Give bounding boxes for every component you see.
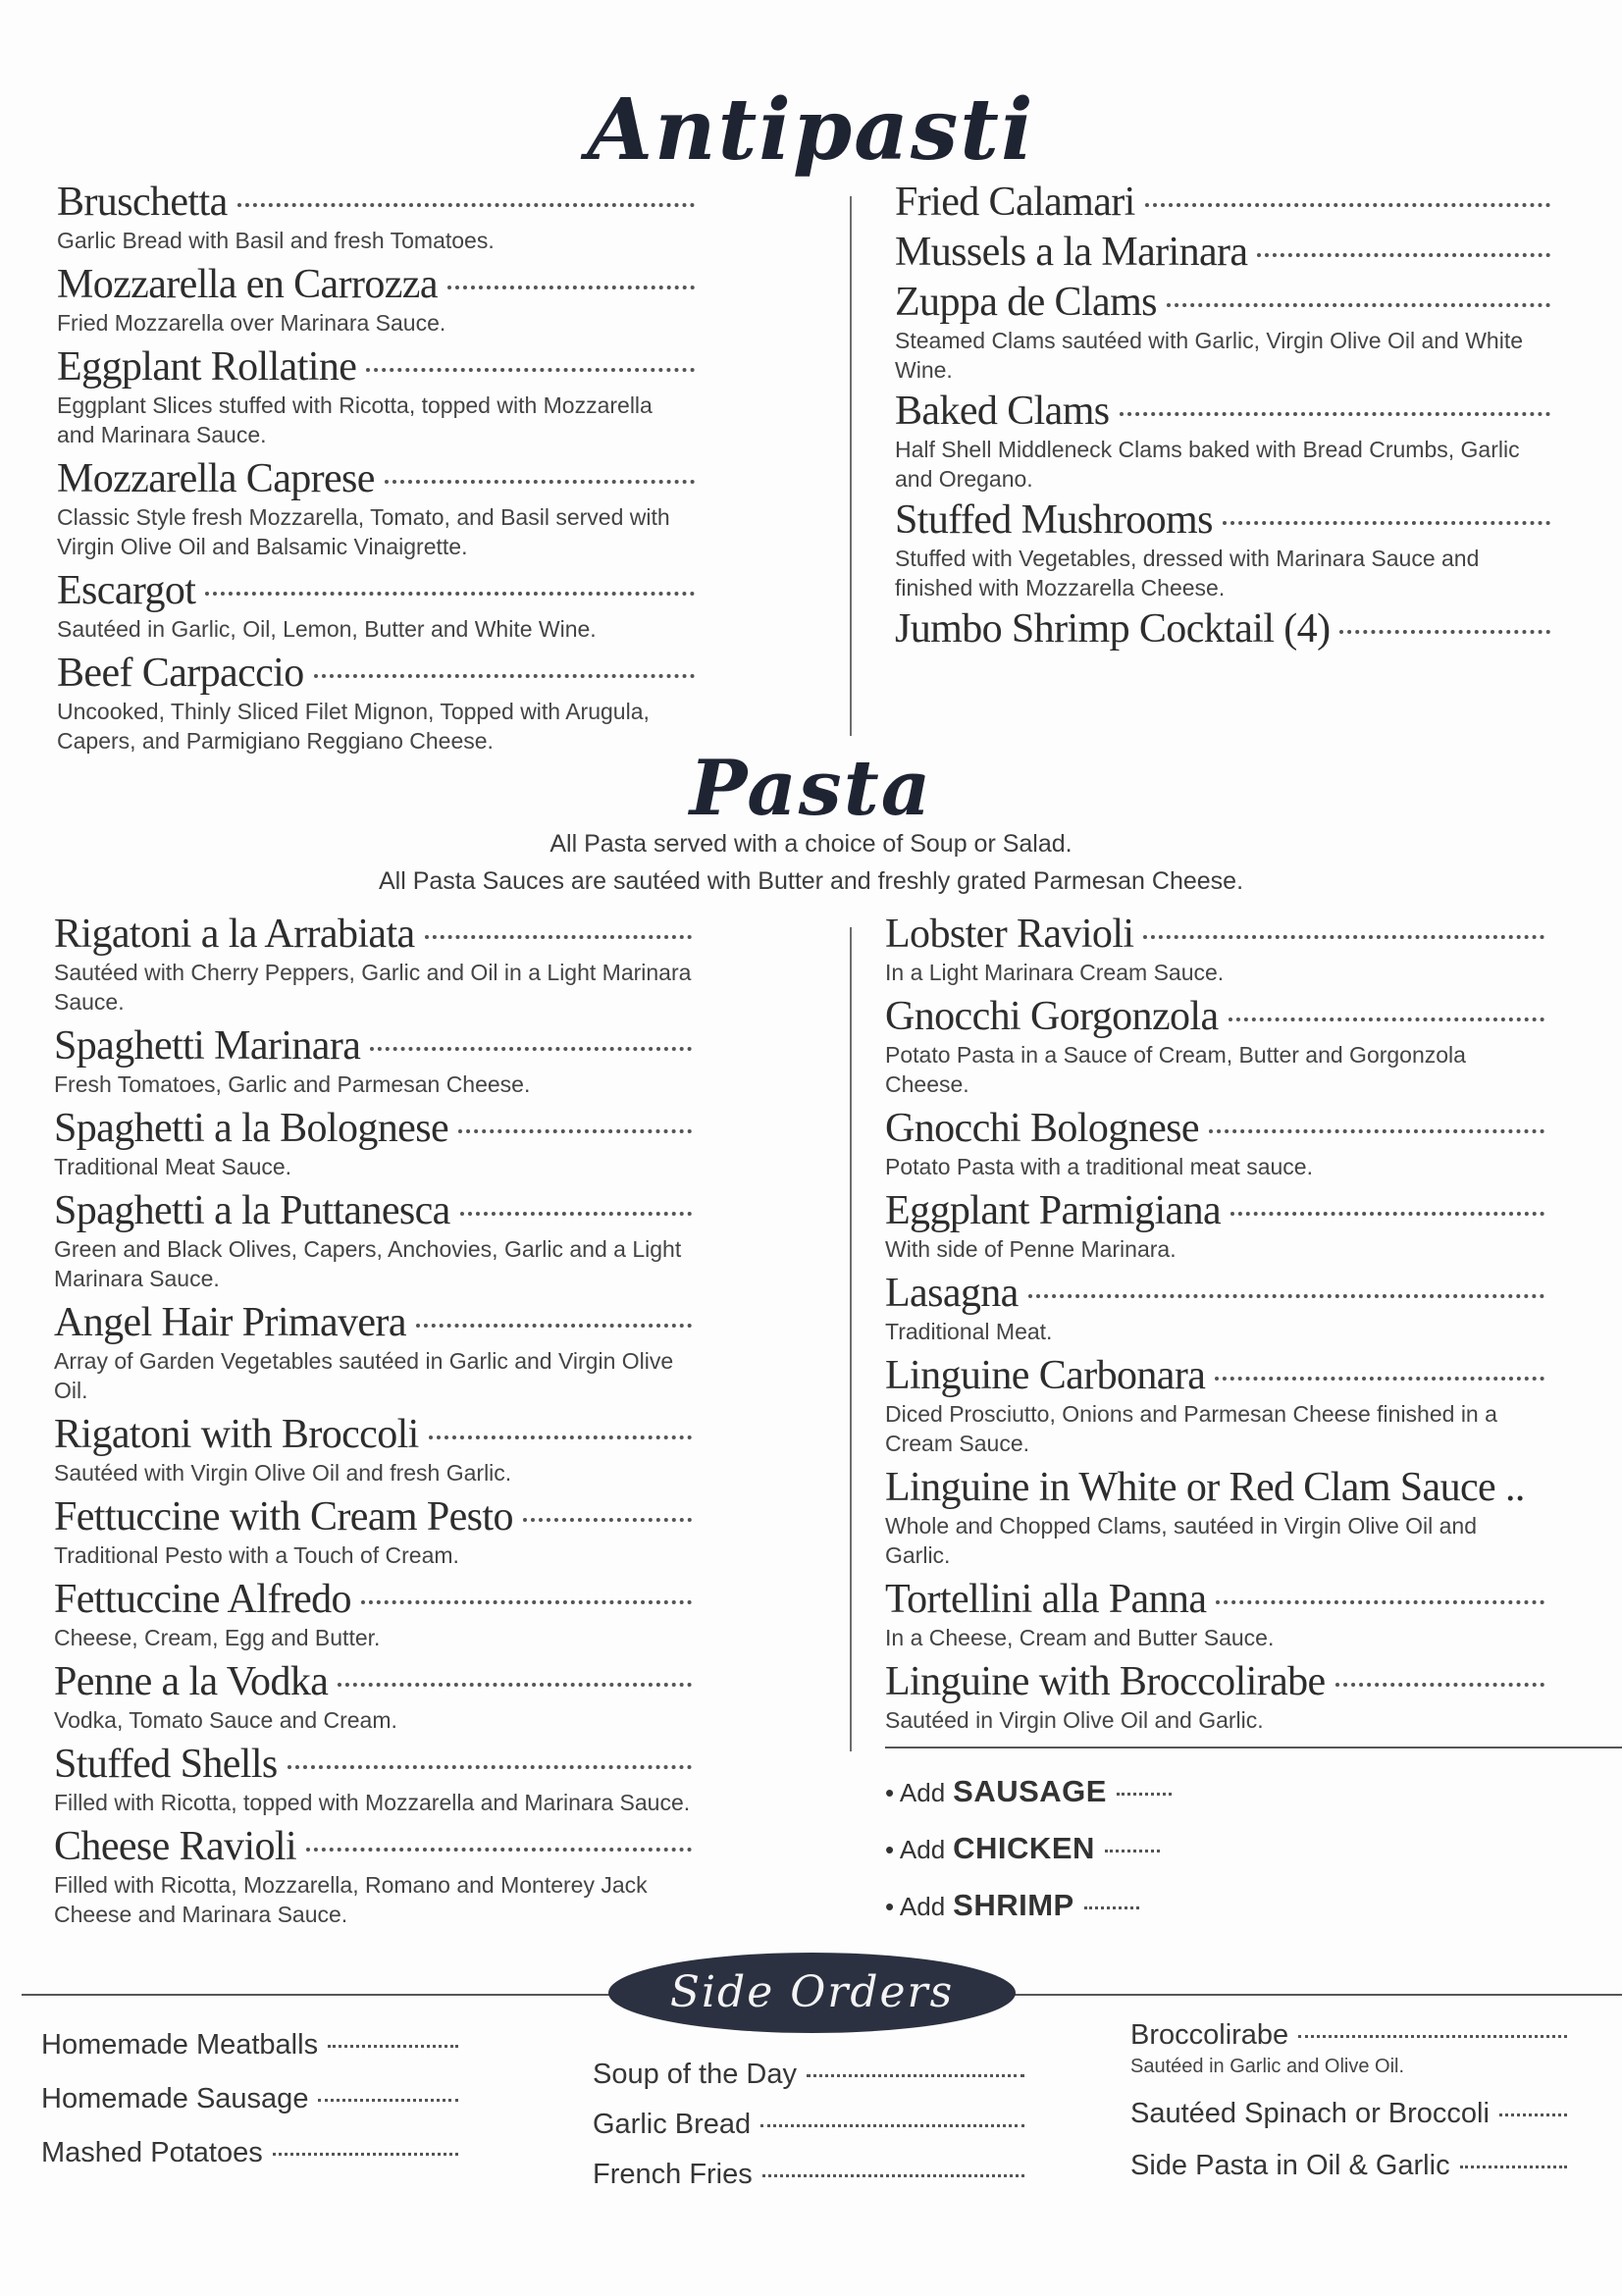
side-orders-col-3	[1130, 2019, 1567, 2182]
menu-item-description: Traditional Meat Sauce.	[54, 1154, 292, 1179]
dot-leader	[760, 2124, 1024, 2127]
menu-item	[54, 1411, 692, 1487]
dot-leader	[1084, 1906, 1139, 1909]
dot-leader	[1216, 1600, 1544, 1604]
menu-item-description: Whole and Chopped Clams, sautéed in Virgin Olive Oil and Garlic.	[885, 1513, 1478, 1568]
menu-item-description: Garlic Bread with Basil and fresh Tomatoes.	[57, 228, 495, 253]
antipasti-left-column	[57, 179, 695, 756]
menu-item-name: Gnocchi Gorgonzola	[885, 994, 1219, 1039]
menu-item-description: Diced Prosciutto, Onions and Parmesan Cheese finished in a Cream Sauce.	[885, 1401, 1497, 1456]
menu-item	[895, 179, 1550, 226]
dot-leader	[385, 480, 695, 484]
menu-item-name: Lobster Ravioli	[885, 912, 1134, 957]
menu-item	[885, 1658, 1544, 1735]
dot-leader	[338, 1683, 692, 1687]
menu-item-description: Half Shell Middleneck Clams baked with Bread Crumbs, Garlic and Oregano.	[895, 437, 1520, 492]
menu-item-name-row	[54, 1299, 692, 1346]
menu-item-name: Linguine in White or Red Clam Sauce ..	[885, 1465, 1525, 1510]
pasta-divider	[850, 927, 852, 1751]
side-orders-col-2	[593, 2059, 1024, 2191]
menu-item-name: Escargot	[57, 568, 196, 613]
dot-leader	[1145, 203, 1550, 207]
dot-leader	[1117, 1793, 1172, 1796]
menu-item-name: Rigatoni with Broccoli	[54, 1412, 419, 1457]
menu-item	[895, 605, 1550, 652]
menu-item	[895, 229, 1550, 276]
menu-item-name: Penne a la Vodka	[54, 1659, 329, 1704]
menu-item-name-row	[57, 261, 695, 308]
side-orders-col-1	[41, 2029, 458, 2169]
side-order-entry	[1130, 2150, 1567, 2182]
dot-leader	[1143, 935, 1544, 939]
menu-item	[885, 993, 1544, 1099]
menu-item	[895, 496, 1550, 602]
menu-item-description: Traditional Pesto with a Touch of Cream.	[54, 1542, 459, 1568]
side-order-description: Sautéed in Garlic and Olive Oil.	[1130, 2056, 1405, 2077]
menu-item	[57, 261, 695, 338]
menu-item	[54, 1576, 692, 1652]
menu-item-name: Stuffed Shells	[54, 1742, 278, 1787]
menu-item-description: Stuffed with Vegetables, dressed with Marinara Sauce and finished with Mozzarella Cheese.	[895, 546, 1480, 600]
menu-item-description: Filled with Ricotta, Mozzarella, Romano and Monterey Jack Cheese and Marinara Sauce.	[54, 1872, 648, 1927]
dot-leader	[1257, 253, 1550, 257]
menu-item-name: Beef Carpaccio	[57, 651, 304, 696]
menu-item	[885, 1105, 1544, 1181]
menu-item-name-row	[885, 911, 1544, 958]
dot-leader	[370, 1047, 692, 1051]
side-order-name: French Fries	[593, 2159, 753, 2190]
menu-item-description: Sautéed in Garlic, Oil, Lemon, Butter and White Wine.	[57, 616, 597, 642]
menu-item-name: Tortellini alla Panna	[885, 1577, 1207, 1622]
menu-item-name-row	[895, 179, 1550, 226]
addons-list	[885, 1774, 1376, 1945]
menu-item	[57, 343, 695, 449]
menu-item-description: In a Cheese, Cream and Butter Sauce.	[885, 1625, 1275, 1650]
menu-item-name-row	[885, 1105, 1544, 1152]
menu-item-name-row	[54, 1823, 692, 1870]
menu-item	[885, 1576, 1544, 1652]
menu-item-description: Fresh Tomatoes, Garlic and Parmesan Cheese.	[54, 1071, 531, 1097]
dot-leader	[1105, 1850, 1160, 1852]
addon-name: CHICKEN	[953, 1831, 1095, 1865]
menu-item-description: Cheese, Cream, Egg and Butter.	[54, 1625, 381, 1650]
menu-item-name: Mozzarella en Carrozza	[57, 262, 438, 307]
side-order-name: Homemade Sausage	[41, 2083, 309, 2114]
menu-item-description: Fried Mozzarella over Marinara Sauce.	[57, 310, 446, 336]
pasta-note-soup-salad: All Pasta served with a choice of Soup or Salad.	[549, 830, 1073, 858]
menu-item	[895, 388, 1550, 494]
side-order-item	[1130, 2098, 1567, 2130]
menu-item	[54, 1493, 692, 1570]
menu-item	[57, 567, 695, 644]
menu-item-name: Eggplant Rollatine	[57, 344, 357, 390]
menu-item-name-row	[57, 179, 695, 226]
menu-item-name: Cheese Ravioli	[54, 1824, 297, 1869]
menu-item-description: Potato Pasta with a traditional meat sauce.	[885, 1154, 1313, 1179]
dot-leader	[306, 1848, 692, 1852]
dot-leader	[447, 286, 695, 289]
menu-item-name: Angel Hair Primavera	[54, 1300, 406, 1345]
menu-item-name-row	[54, 1741, 692, 1788]
dot-leader	[273, 2153, 458, 2156]
dot-leader	[523, 1518, 692, 1522]
menu-item-description: Traditional Meat.	[885, 1319, 1053, 1344]
addon-prefix: • Add	[885, 1892, 946, 1921]
dot-leader	[318, 2099, 458, 2102]
addon-prefix: • Add	[885, 1835, 946, 1864]
dot-leader	[1223, 521, 1550, 525]
dot-leader	[1209, 1129, 1544, 1133]
menu-item-name-row	[54, 1411, 692, 1458]
menu-item	[54, 1022, 692, 1099]
menu-item	[54, 1299, 692, 1405]
menu-item	[885, 1464, 1544, 1570]
side-order-item	[593, 2159, 1024, 2191]
menu-item-name: Fettuccine Alfredo	[54, 1577, 351, 1622]
menu-item-name: Zuppa de Clams	[895, 280, 1157, 325]
menu-item	[54, 911, 692, 1017]
addon-name: SAUSAGE	[953, 1774, 1107, 1808]
menu-item-name-row	[895, 496, 1550, 544]
side-order-name: Sautéed Spinach or Broccoli	[1130, 2098, 1490, 2129]
dot-leader	[1215, 1377, 1544, 1381]
menu-item-name-row	[885, 993, 1544, 1040]
menu-item-name: Stuffed Mushrooms	[895, 497, 1213, 543]
menu-item-name: Gnocchi Bolognese	[885, 1106, 1199, 1151]
side-order-name: Broccolirabe	[1130, 2019, 1289, 2051]
side-order-item	[593, 2059, 1024, 2091]
dot-leader	[1499, 2113, 1567, 2116]
menu-item-description: Uncooked, Thinly Sliced Filet Mignon, Topped with Arugula, Capers, and Parmigiano Reggiano Cheese.	[57, 699, 650, 754]
menu-item-description: Classic Style fresh Mozzarella, Tomato, and Basil served with Virgin Olive Oil and Balsamic Vinaigrette.	[57, 504, 670, 559]
addon-name: SHRIMP	[953, 1888, 1074, 1922]
menu-item-name-row	[885, 1576, 1544, 1623]
menu-item-name-row	[57, 567, 695, 614]
dot-leader	[1028, 1294, 1544, 1298]
menu-item-description: Array of Garden Vegetables sautéed in Garlic and Virgin Olive Oil.	[54, 1348, 674, 1403]
menu-item-name: Linguine with Broccolirabe	[885, 1659, 1326, 1704]
dot-leader	[1335, 1683, 1544, 1687]
menu-item	[57, 455, 695, 561]
menu-item	[885, 911, 1544, 987]
dot-leader	[237, 203, 695, 207]
side-order-item	[1130, 2150, 1567, 2182]
menu-item-name: Mussels a la Marinara	[895, 230, 1248, 275]
pasta-right-column	[885, 911, 1544, 1735]
side-order-item	[41, 2137, 458, 2169]
menu-item	[57, 650, 695, 756]
menu-item-name: Spaghetti Marinara	[54, 1023, 361, 1069]
dot-leader	[458, 1129, 692, 1133]
pasta-left-column	[54, 911, 692, 1929]
menu-item-name-row	[895, 229, 1550, 276]
menu-item-name-row	[54, 1022, 692, 1070]
dot-leader	[762, 2174, 1024, 2177]
menu-item	[54, 1187, 692, 1293]
dot-leader	[1167, 303, 1550, 307]
dot-leader	[425, 935, 692, 939]
menu-item-name: Fettuccine with Cream Pesto	[54, 1494, 513, 1539]
menu-item-name: Bruschetta	[57, 180, 228, 225]
menu-item-name: Spaghetti a la Puttanesca	[54, 1188, 450, 1233]
dot-leader	[314, 674, 695, 678]
dot-leader	[1298, 2035, 1567, 2038]
menu-item-description: In a Light Marinara Cream Sauce.	[885, 960, 1225, 985]
menu-item-name-row	[885, 1464, 1544, 1511]
dot-leader	[460, 1212, 692, 1216]
dot-leader	[1339, 630, 1550, 634]
menu-item-name-row	[54, 1576, 692, 1623]
menu-item-name: Baked Clams	[895, 389, 1110, 434]
menu-item	[54, 1105, 692, 1181]
side-order-entry	[1130, 2098, 1567, 2130]
side-order-item	[593, 2109, 1024, 2141]
side-order-name: Homemade Meatballs	[41, 2029, 319, 2061]
menu-item-name-row	[895, 388, 1550, 435]
addons-divider	[885, 1747, 1622, 1748]
menu-item-name-row	[54, 1187, 692, 1234]
menu-item-name-row	[57, 650, 695, 697]
menu-item-description: Sautéed with Cherry Peppers, Garlic and Oil in a Light Marinara Sauce.	[54, 960, 692, 1015]
menu-item	[54, 1658, 692, 1735]
menu-item-description: With side of Penne Marinara.	[885, 1236, 1177, 1262]
menu-item-name-row	[885, 1352, 1544, 1399]
menu-item-description: Potato Pasta in a Sauce of Cream, Butter and Gorgonzola Cheese.	[885, 1042, 1466, 1097]
menu-item-name-row	[885, 1658, 1544, 1705]
menu-item-name: Mozzarella Caprese	[57, 456, 375, 501]
antipasti-right-column	[895, 179, 1550, 652]
dot-leader	[1120, 412, 1550, 416]
menu-item-name-row	[895, 279, 1550, 326]
menu-item-name: Fried Calamari	[895, 180, 1135, 225]
menu-item	[54, 1823, 692, 1929]
menu-item-description: Eggplant Slices stuffed with Ricotta, topped with Mozzarella and Marinara Sauce.	[57, 392, 653, 447]
menu-item-description: Filled with Ricotta, topped with Mozzarella and Marinara Sauce.	[54, 1790, 691, 1815]
addon-item	[885, 1831, 1376, 1866]
dot-leader	[366, 368, 695, 372]
side-order-item	[41, 2029, 458, 2061]
side-order-name: Side Pasta in Oil & Garlic	[1130, 2150, 1450, 2181]
menu-item-name: Rigatoni a la Arrabiata	[54, 912, 415, 957]
pasta-note-sauces: All Pasta Sauces are sautéed with Butter and freshly grated Parmesan Cheese.	[378, 867, 1244, 895]
dot-leader	[288, 1765, 692, 1769]
dot-leader	[416, 1324, 692, 1328]
menu-item-name-row	[57, 343, 695, 391]
dot-leader	[361, 1600, 692, 1604]
menu-item-name: Spaghetti a la Bolognese	[54, 1106, 449, 1151]
menu-item-name-row	[54, 1493, 692, 1540]
menu-item-name: Linguine Carbonara	[885, 1353, 1206, 1398]
menu-item	[57, 179, 695, 255]
menu-item-name-row	[895, 605, 1550, 652]
antipasti-divider	[850, 196, 852, 736]
menu-item-description: Steamed Clams sautéed with Garlic, Virgin Olive Oil and White Wine.	[895, 328, 1524, 383]
menu-item-description: Sautéed with Virgin Olive Oil and fresh Garlic.	[54, 1460, 512, 1486]
dot-leader	[807, 2074, 1024, 2077]
menu-item	[54, 1741, 692, 1817]
dot-leader	[429, 1435, 692, 1439]
addon-item	[885, 1774, 1376, 1809]
side-order-name: Mashed Potatoes	[41, 2137, 263, 2168]
addon-prefix: • Add	[885, 1778, 946, 1807]
side-order-name: Soup of the Day	[593, 2059, 797, 2090]
menu-item-name-row	[885, 1270, 1544, 1317]
side-order-item	[41, 2083, 458, 2115]
menu-item-name-row	[54, 1658, 692, 1705]
menu-item	[885, 1352, 1544, 1458]
dot-leader	[1460, 2166, 1567, 2168]
menu-item-name-row	[57, 455, 695, 502]
menu-item-description: Sautéed in Virgin Olive Oil and Garlic.	[885, 1707, 1264, 1733]
dot-leader	[328, 2045, 458, 2048]
menu-item-description: Vodka, Tomato Sauce and Cream.	[54, 1707, 397, 1733]
side-order-name: Garlic Bread	[593, 2109, 752, 2140]
menu-item-name-row	[54, 911, 692, 958]
pasta-heading: Pasta	[689, 744, 933, 833]
addon-item	[885, 1888, 1376, 1923]
antipasti-heading: Antipasti	[587, 80, 1035, 180]
dot-leader	[1230, 1212, 1544, 1216]
dot-leader	[205, 592, 695, 596]
menu-item-name: Eggplant Parmigiana	[885, 1188, 1222, 1233]
menu-item-name: Jumbo Shrimp Cocktail (4)	[895, 606, 1331, 652]
menu-item	[885, 1187, 1544, 1264]
menu-item-name: Lasagna	[885, 1271, 1019, 1316]
menu-item	[895, 279, 1550, 385]
side-order-item	[1130, 2019, 1567, 2052]
menu-item-name-row	[54, 1105, 692, 1152]
side-orders-heading: Side Orders	[608, 1953, 1016, 2033]
menu-item	[885, 1270, 1544, 1346]
menu-item-name-row	[885, 1187, 1544, 1234]
dot-leader	[1229, 1018, 1545, 1021]
side-order-entry	[1130, 2019, 1567, 2078]
menu-item-description: Green and Black Olives, Capers, Anchovies, Garlic and a Light Marinara Sauce.	[54, 1236, 682, 1291]
